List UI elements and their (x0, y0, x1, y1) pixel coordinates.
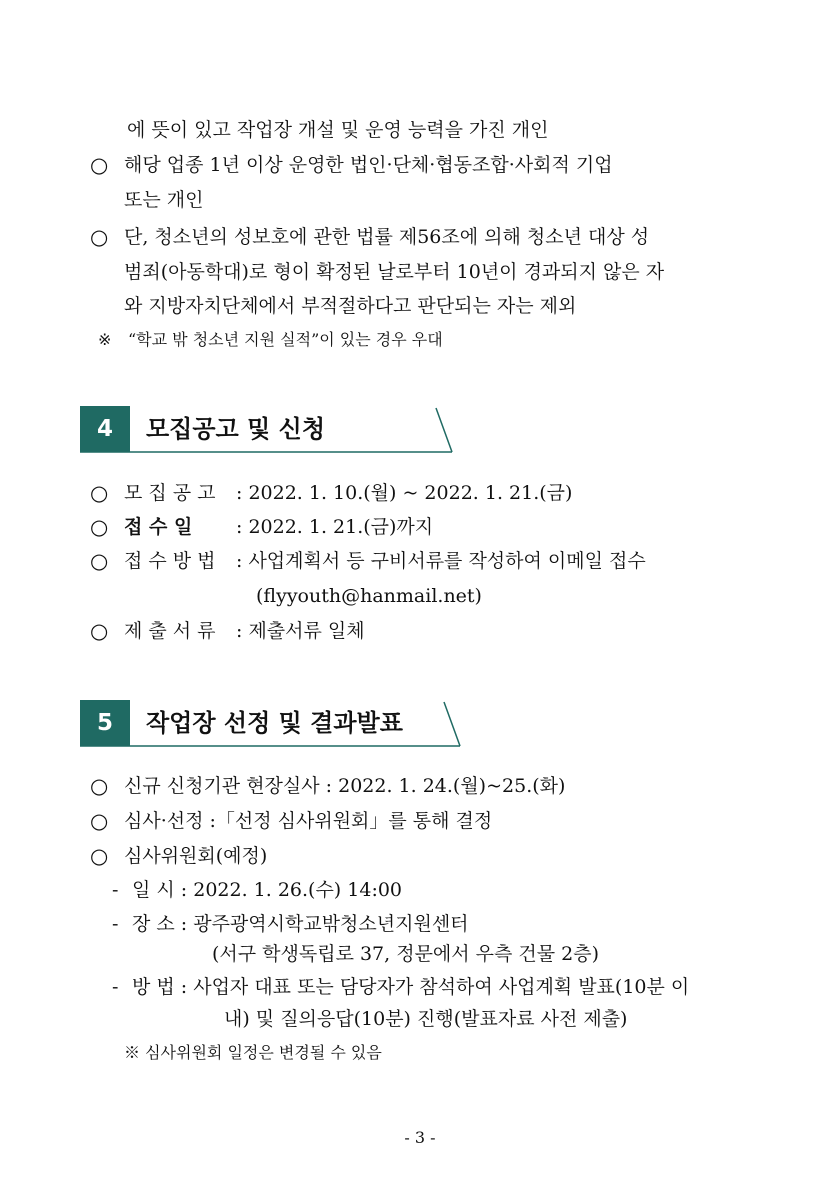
s4-item-2-label: 접 수 일 (124, 516, 193, 538)
dash-icon: - (112, 913, 119, 935)
bullet-icon: ○ (90, 619, 109, 643)
section-4-title: 모집공고 및 신청 (146, 415, 325, 443)
s5-item-3: 심사위원회(예정) (124, 845, 268, 867)
intro-line-1: 에 뜻이 있고 작업장 개설 및 운영 능력을 가진 개인 (127, 119, 549, 141)
s4-item-3-label: 접 수 방 법 (124, 550, 216, 572)
s4-item-2-value: : 2022. 1. 21.(금)까지 (236, 516, 434, 538)
intro-item-3-line-2: 범죄(아동학대)로 형이 확정된 날로부터 10년이 경과되지 않은 자 (124, 261, 665, 283)
s5-item-2: 심사·선정 :「선정 심사위원회」를 통해 결정 (124, 810, 493, 832)
section-4-header (80, 406, 460, 452)
s5-sub-1: 일 시 : 2022. 1. 26.(수) 14:00 (132, 879, 403, 901)
page-number: - 3 - (404, 1128, 436, 1147)
s4-item-4-value: : 제출서류 일체 (236, 620, 365, 642)
bullet-icon: ○ (90, 774, 109, 798)
section-5-header (80, 700, 470, 746)
intro-note: “학교 밖 청소년 지원 실적”이 있는 경우 우대 (128, 330, 443, 349)
s5-note: ※ 심사위원회 일정은 변경될 수 있음 (124, 1043, 382, 1062)
section-5-title: 작업장 선정 및 결과발표 (146, 709, 403, 737)
intro-item-3-line-3: 와 지방자치단체에서 부적절하다고 판단되는 자는 제외 (124, 295, 577, 317)
bullet-icon: ○ (90, 481, 109, 505)
s4-item-3-email: (flyyouth@hanmail.net) (256, 585, 482, 607)
bullet-icon: ○ (90, 515, 109, 539)
note-mark: ※ (98, 330, 112, 349)
s4-item-4-label: 제 출 서 류 (124, 620, 216, 642)
section-5-number: 5 (80, 700, 130, 746)
dash-icon: - (112, 879, 119, 901)
bullet-icon: ○ (90, 153, 109, 177)
s4-item-3-value: : 사업계획서 등 구비서류를 작성하여 이메일 접수 (236, 550, 646, 572)
s5-sub-3-line-2: 내) 및 질의응답(10분) 진행(발표자료 사전 제출) (224, 1008, 628, 1030)
dash-icon: - (112, 976, 119, 998)
intro-item-3-line-1: 단, 청소년의 성보호에 관한 법률 제56조에 의해 청소년 대상 성 (124, 226, 650, 248)
bullet-icon: ○ (90, 225, 109, 249)
s5-sub-2: 장 소 : 광주광역시학교밖청소년지원센터 (132, 913, 469, 935)
bullet-icon: ○ (90, 549, 109, 573)
s4-item-1-label: 모 집 공 고 (124, 482, 216, 504)
s5-item-1: 신규 신청기관 현장실사 : 2022. 1. 24.(월)~25.(화) (124, 775, 566, 797)
intro-item-2-line-2: 또는 개인 (124, 189, 204, 211)
bullet-icon: ○ (90, 809, 109, 833)
s4-item-1-value: : 2022. 1. 10.(월) ~ 2022. 1. 21.(금) (236, 482, 573, 504)
s5-sub-2-line-2: (서구 학생독립로 37, 정문에서 우측 건물 2층) (212, 943, 600, 965)
section-4-number: 4 (80, 406, 130, 452)
bullet-icon: ○ (90, 844, 109, 868)
s5-sub-3: 방 법 : 사업자 대표 또는 담당자가 참석하여 사업계획 발표(10분 이 (132, 976, 690, 998)
intro-item-2-line-1: 해당 업종 1년 이상 운영한 법인·단체·협동조합·사회적 기업 (124, 154, 613, 176)
